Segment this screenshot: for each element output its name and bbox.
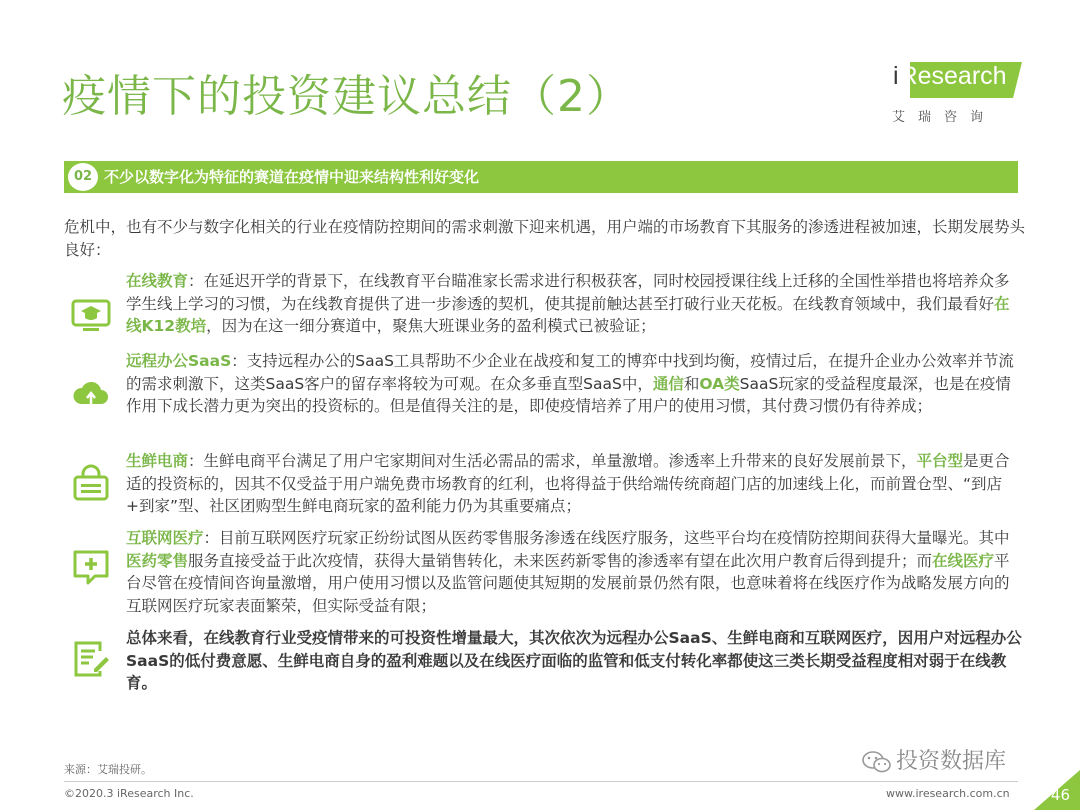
body-text: 和 [683, 374, 700, 393]
item-text [126, 270, 1022, 338]
highlight-keyword: 在线教育 [126, 272, 189, 290]
body-text: 是更合适的投资标的，因其不仅受益于用户端免费市场教育的红利，也将得益于供给端传统商超门店的加速线上化，而前置仓型、“到店+到家”型、社区团购型生鲜电商玩家的盈利能力仍为其重要痛点； [126, 452, 1010, 515]
highlight-keyword: 医药零售 [126, 551, 189, 570]
highlight-keyword: OA类 [699, 374, 740, 393]
shopping-basket-icon [70, 462, 112, 504]
highlight-keyword: 在线K12教培 [126, 294, 1010, 335]
item-text [126, 527, 1022, 617]
body-text: 平台尽管在疫情间咨询量激增，用户使用习惯以及监管问题使其短期的发展前景仍然有限，也意味着将在线医疗作为战略发展方向的互联网医疗玩家表面繁荣，但实际受益有限； [126, 551, 1010, 615]
body-text: ：生鲜电商平台满足了用户宅家期间对生活必需品的需求，单量激增。渗透率上升带来的良好发展前景下， [188, 452, 917, 470]
cloud-saas-icon [70, 374, 112, 416]
body-text: ：目前互联网医疗玩家正纷纷试图从医药零售服务渗透在线医疗服务，这些平台均在疫情防控期间获得大量曝光。其中 [203, 529, 1010, 547]
copyright: ©2020.3 iResearch Inc. [64, 787, 194, 800]
body-text: ：支持远程办公的SaaS工具帮助不少企业在战疫和复工的博弈中找到均衡，疫情过后，在提升企业办公效率并节流的需求刺激下，这类SaaS客户的留存率将较为可观。在众多垂直型SaaS中， [126, 352, 1014, 393]
body-text: SaaS玩家的受益程度最深，也是在疫情作用下成长潜力更为突出的投资标的。但是值得关注的是，即使疫情培养了用户的使用习惯，其付费习惯仍有待养成； [126, 374, 1011, 415]
iresearch-logo [892, 58, 1032, 128]
item-text [126, 450, 1022, 518]
source-note: 来源：艾瑞投研。 [64, 763, 152, 776]
logo-research: Research [899, 62, 1007, 90]
page-number: 46 [1050, 786, 1070, 804]
logo-subtitle: 艾瑞咨询 [892, 110, 997, 125]
body-text: 服务直接受益于此次疫情，获得大量销售转化，未来医药新零售的渗透率有望在此次用户教育后得到提升；而 [188, 551, 933, 570]
logo-i: i [893, 62, 899, 90]
highlight-keyword: 互联网医疗 [126, 529, 204, 547]
wechat-watermark [862, 744, 1006, 775]
intro-paragraph: 危机中，也有不少与数字化相关的行业在疫情防控期间的需求刺激下迎来机遇，用户端的市场教育下其服务的渗透进程被加速，长期发展势头良好： [64, 218, 1026, 259]
wechat-account-name: 投资数据库 [896, 749, 1007, 774]
highlight-keyword: 平台型 [916, 452, 964, 470]
summary-note-icon [70, 637, 112, 679]
body-text: 总体来看，在线教育行业受疫情带来的可投资性增量最大，其次依次为远程办公SaaS、生鲜电商和互联网医疗，因用户对远程办公SaaS的低付费意愿、生鲜电商自身的盈利难题以及在线医疗面临的监管和低支付转化率都使这三类长期受益程度相对弱于在线教育。 [126, 629, 1022, 692]
website-url: www.iresearch.com.cn [886, 787, 1010, 800]
highlight-keyword: 通信 [652, 374, 684, 393]
medical-chat-icon [70, 547, 112, 589]
highlight-keyword: 远程办公SaaS [126, 352, 232, 370]
body-text: ，因为在这一细分赛道中，聚焦大班课业务的盈利模式已被验证； [206, 317, 656, 335]
highlight-keyword: 生鲜电商 [126, 452, 189, 470]
online-education-icon [70, 294, 112, 336]
section-heading: 不少以数字化为特征的赛道在疫情中迎来结构性利好变化 [104, 168, 480, 186]
body-text: ：在延迟开学的背景下，在线教育平台瞄准家长需求进行积极获客，同时校园授课往线上迁移的全国性举措也将培养众多学生线上学习的习惯，为在线教育提供了进一步渗透的契机，使其提前触达甚至打破行业天花板。在线教育领域中，我们最看好 [126, 272, 1010, 313]
highlight-keyword: 在线医疗 [932, 551, 995, 570]
item-text [126, 350, 1022, 418]
footer-divider [64, 781, 1018, 782]
wechat-icon [862, 750, 892, 774]
section-number-badge: 02 [68, 163, 98, 191]
item-text [126, 627, 1022, 695]
section-header-bar [64, 161, 1018, 193]
page-title: 疫情下的投资建议总结（2） [62, 71, 631, 122]
